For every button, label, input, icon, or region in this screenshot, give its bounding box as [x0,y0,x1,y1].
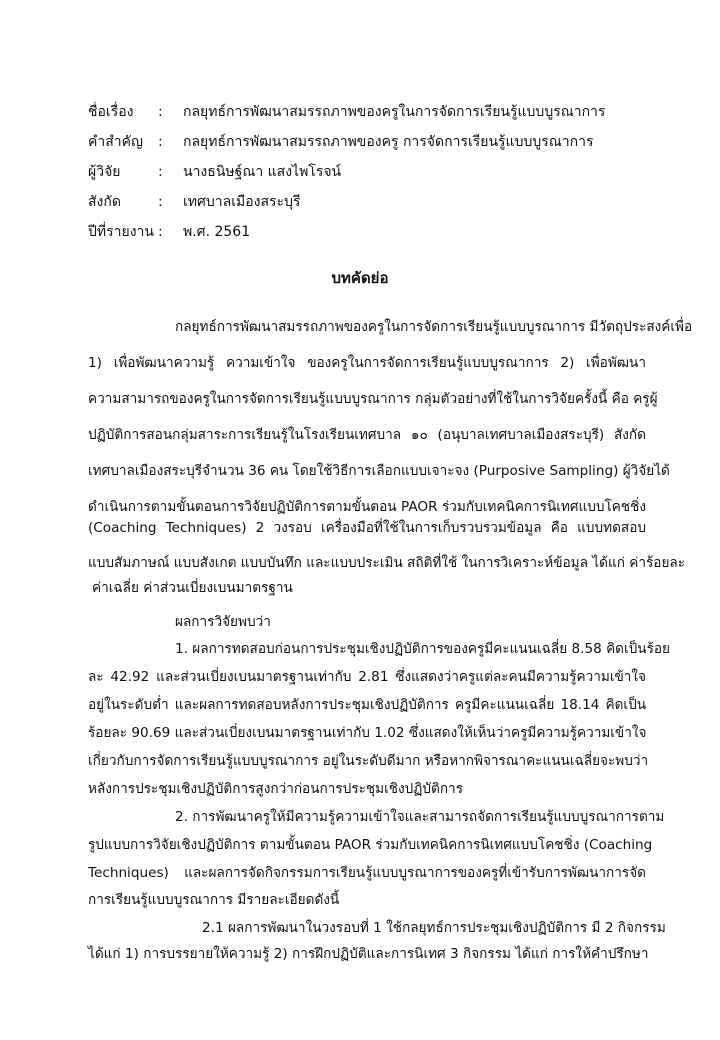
meta-colon: : [158,104,163,120]
document-metadata [88,97,648,247]
results-line: เกี่ยวกับการจัดการเรียนรู้แบบบูรณาการ อยู่ในระดับดีมาก หรือหากพิจารณาคะแนนเฉลี่ยจะพบว่า [88,753,649,769]
results-line: ร้อยละ 90.69 และส่วนเบี่ยงเบนมาตรฐานเท่ากับ 1.02 ซึ่งแสดงให้เห็นว่าครูมีความรู้ความเข้าใจ [88,725,647,741]
meta-label: คำสำคัญ [88,134,143,150]
meta-colon: : [158,194,163,210]
abstract-line: ดำเนินการตามขั้นตอนการวิจัยปฏิบัติการตามขั้นตอน PAOR ร่วมกับเทคนิคการนิเทศแบบโคชชิ่ง [88,499,646,515]
meta-row-researcher [88,157,648,187]
meta-value-title: กลยุทธ์การพัฒนาสมรรถภาพของครูในการจัดการเรียนรู้แบบบูรณาการ [183,104,606,120]
meta-colon: : [158,224,163,240]
meta-label: สังกัด [88,194,121,210]
abstract-line: เทศบาลเมืองสระบุรีจำนวน 36 คน โดยใช้วิธีการเลือกแบบเจาะจง (Purposive Sampling) ผู้วิจัยได้ [88,463,670,479]
results-line: อยู่ในระดับต่ำ และผลการทดสอบหลังการประชุมเชิงปฏิบัติการ ครูมีคะแนนเฉลี่ย 18.14 คิดเป็น [88,697,646,713]
results-line: รูปแบบการวิจัยเชิงปฏิบัติการ ตามขั้นตอน PAOR ร่วมกับเทคนิคการนิเทศแบบโคชชิ่ง (Coaching [88,837,653,853]
results-line: Techniques) และผลการจัดกิจกรรมการเรียนรู้แบบบูรณาการของครูที่เข้ารับการพัฒนาการจัด [88,865,646,881]
abstract-line: ความสามารถของครูในการจัดการเรียนรู้แบบบูรณาการ กลุ่มตัวอย่างที่ใช้ในการวิจัยครั้งนี้ คือ ครูผู้ [88,391,658,407]
abstract-line: (Coaching Techniques) 2 วงรอบ เครื่องมือที่ใช้ในการเก็บรวบรวมข้อมูล คือ แบบทดสอบ [88,520,646,536]
abstract-line: กลยุทธ์การพัฒนาสมรรถภาพของครูในการจัดการเรียนรู้แบบบูรณาการ มีวัตถุประสงค์เพื่อ [175,319,693,335]
abstract-line: 1) เพื่อพัฒนาความรู้ ความเข้าใจ ของครูในการจัดการเรียนรู้แบบบูรณาการ 2) เพื่อพัฒนา [88,355,646,371]
results-line: การเรียนรู้แบบบูรณาการ มีรายละเอียดดังนี้ [88,892,340,908]
results-line: 2. การพัฒนาครูให้มีความรู้ความเข้าใจและสามารถจัดการเรียนรู้แบบบูรณาการตาม [175,809,665,825]
abstract-line: ค่าเฉลี่ย ค่าส่วนเบี่ยงเบนมาตรฐาน [92,580,293,596]
meta-value-keywords: กลยุทธ์การพัฒนาสมรรถภาพของครู การจัดการเรียนรู้แบบบูรณาการ [183,134,594,150]
meta-value-year: พ.ศ. 2561 [183,224,251,240]
meta-label: ปีที่รายงาน [88,224,154,240]
meta-colon: : [158,134,163,150]
meta-label: ผู้วิจัย [88,164,121,180]
results-line: ละ 42.92 และส่วนเบี่ยงเบนมาตรฐานเท่ากับ 2.81 ซึ่งแสดงว่าครูแต่ละคนมีความรู้ความเข้าใจ [88,669,646,685]
meta-colon: : [158,164,163,180]
abstract-line: ปฏิบัติการสอนกลุ่มสาระการเรียนรู้ในโรงเรียนเทศบาล ๑๐ (อนุบาลเทศบาลเมืองสระบุรี) สังกัด [88,427,646,443]
meta-row-title [88,97,648,127]
meta-row-year [88,217,648,247]
meta-value-affiliation: เทศบาลเมืองสระบุรี [183,194,301,210]
meta-row-affiliation [88,187,648,217]
meta-label: ชื่อเรื่อง [88,104,134,120]
meta-value-researcher: นางธนิษฐ์ณา แสงไพโรจน์ [183,164,342,180]
abstract-line: แบบสัมภาษณ์ แบบสังเกต แบบบันทึก และแบบประเมิน สถิติที่ใช้ ในการวิเคราะห์ข้อมูล ได้แก่ ค่าร้อยละ [88,555,686,571]
abstract-heading: บทคัดย่อ [331,269,389,287]
meta-row-keywords [88,127,648,157]
results-heading: ผลการวิจัยพบว่า [175,614,271,630]
results-line: หลังการประชุมเชิงปฏิบัติการสูงกว่าก่อนการประชุมเชิงปฏิบัติการ [88,781,463,797]
results-line: 2.1 ผลการพัฒนาในวงรอบที่ 1 ใช้กลยุทธ์การประชุมเชิงปฏิบัติการ มี 2 กิจกรรม [202,920,666,936]
results-line: ได้แก่ 1) การบรรยายให้ความรู้ 2) การฝึกปฏิบัติและการนิเทศ 3 กิจกรรม ได้แก่ การให้คำปรึกษา [88,946,649,962]
results-line: 1. ผลการทดสอบก่อนการประชุมเชิงปฏิบัติการของครูมีคะแนนเฉลี่ย 8.58 คิดเป็นร้อย [175,641,671,657]
